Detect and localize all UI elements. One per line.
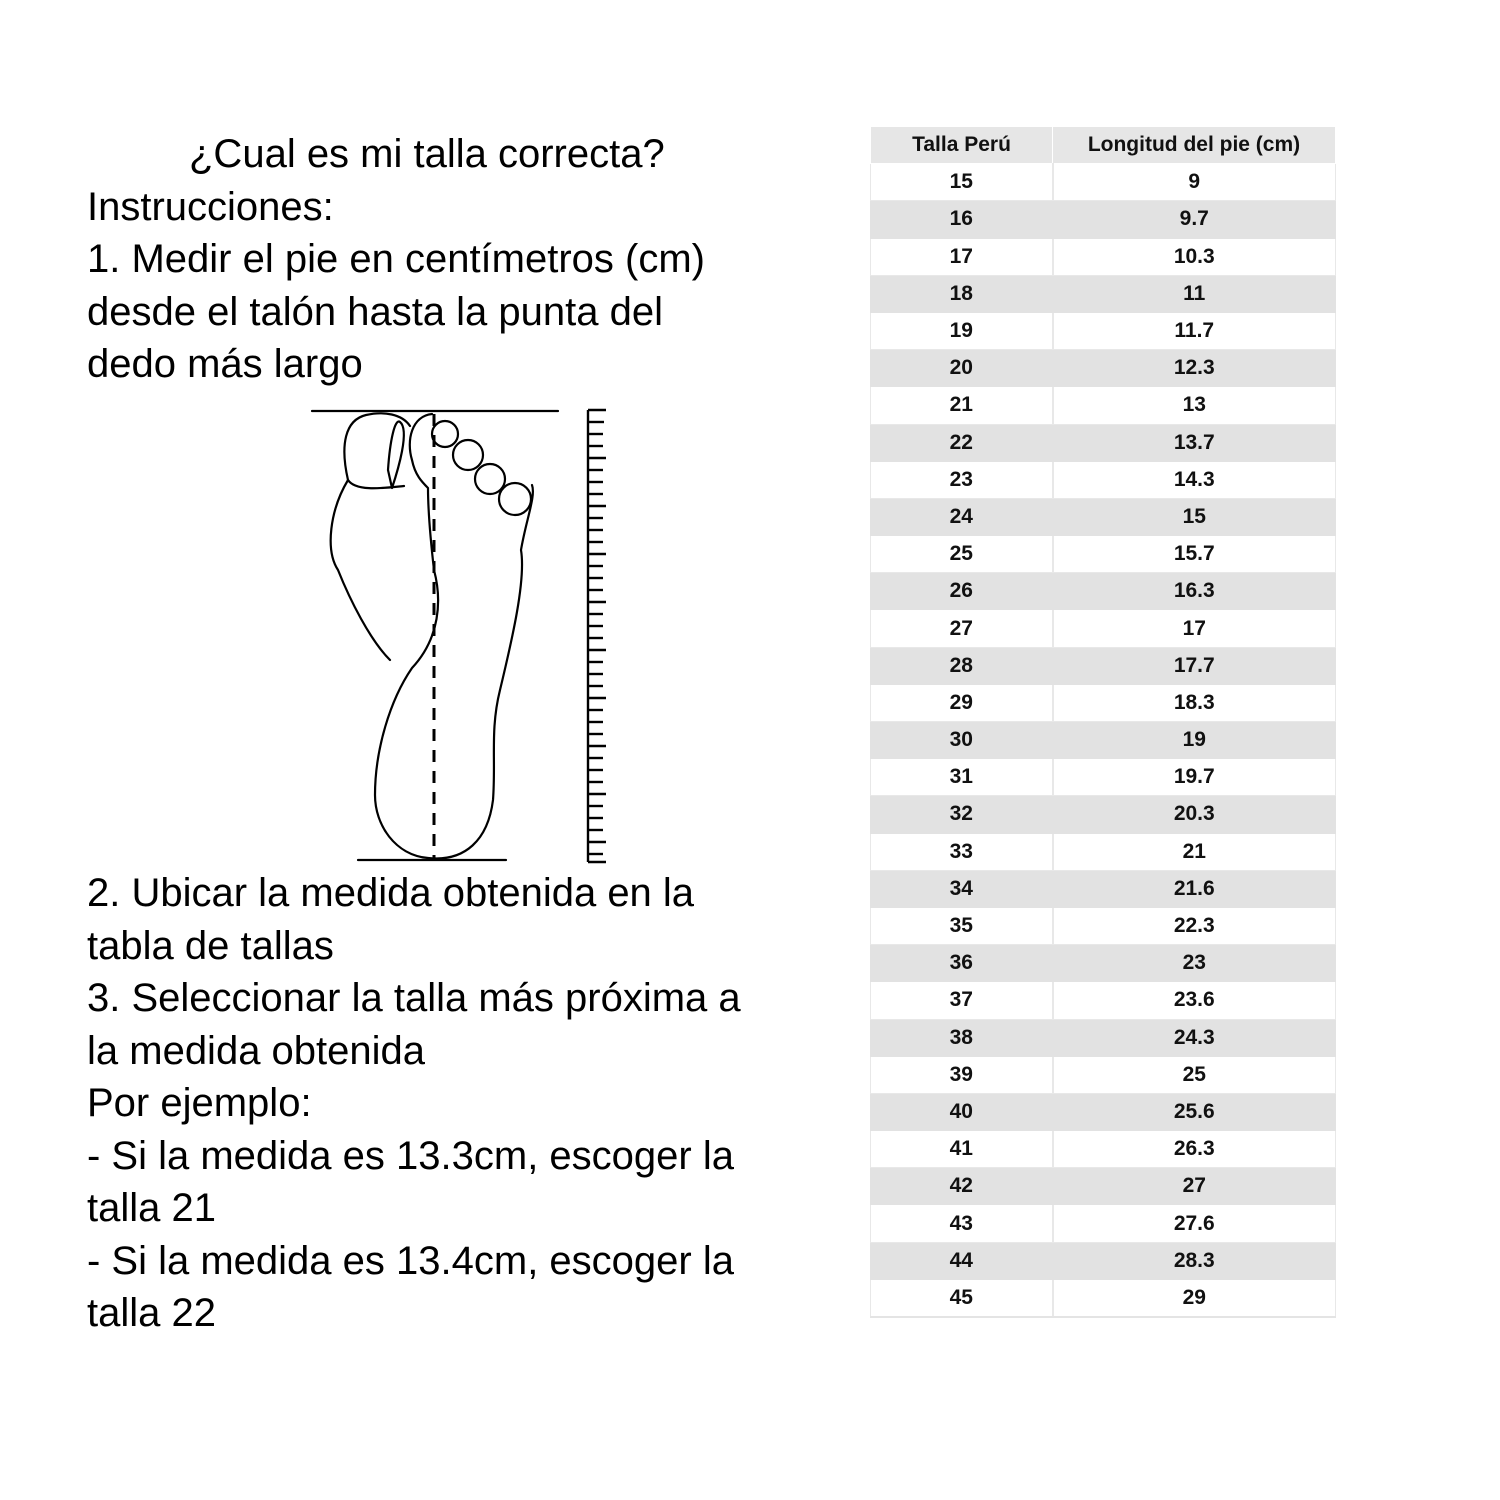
size-cell: 22 (871, 424, 1053, 461)
table-row (871, 1205, 1336, 1242)
size-cell: 30 (871, 722, 1053, 759)
step2-line-2: tabla de tallas (87, 923, 334, 968)
foot-length-cell: 27 (1053, 1168, 1336, 1205)
table-row (871, 312, 1336, 349)
size-cell: 15 (871, 164, 1053, 201)
foot-length-cell: 9 (1053, 164, 1336, 201)
table-row (871, 424, 1336, 461)
foot-length-cell: 13.7 (1053, 424, 1336, 461)
instructions-block (87, 128, 827, 391)
size-cell: 21 (871, 387, 1053, 424)
size-cell: 40 (871, 1093, 1053, 1130)
foot-length-cell: 29 (1053, 1279, 1336, 1317)
foot-length-cell: 19 (1053, 722, 1336, 759)
size-cell: 27 (871, 610, 1053, 647)
example1-line-1: - Si la medida es 13.3cm, escoger la (87, 1133, 734, 1178)
table-row (871, 1056, 1336, 1093)
size-cell: 28 (871, 647, 1053, 684)
table-row (871, 1131, 1336, 1168)
page-title: ¿Cual es mi talla correcta? (189, 132, 665, 176)
size-cell: 34 (871, 870, 1053, 907)
size-cell: 43 (871, 1205, 1053, 1242)
table-row (871, 945, 1336, 982)
table-row (871, 1168, 1336, 1205)
size-cell: 19 (871, 312, 1053, 349)
table-row (871, 573, 1336, 610)
table-row (871, 1093, 1336, 1130)
foot-length-cell: 22.3 (1053, 907, 1336, 944)
foot-length-cell: 21 (1053, 833, 1336, 870)
size-chart-table (870, 126, 1336, 1318)
foot-length-cell: 15 (1053, 498, 1336, 535)
foot-length-cell: 25.6 (1053, 1093, 1336, 1130)
foot-length-cell: 12.3 (1053, 350, 1336, 387)
table-row (871, 722, 1336, 759)
table-row (871, 759, 1336, 796)
foot-length-cell: 9.7 (1053, 201, 1336, 238)
size-cell: 26 (871, 573, 1053, 610)
size-cell: 24 (871, 498, 1053, 535)
size-cell: 29 (871, 684, 1053, 721)
table-row (871, 982, 1336, 1019)
step3-line-1: 3. Seleccionar la talla más próxima a (87, 976, 741, 1020)
table-row (871, 1279, 1336, 1317)
example1-line-2: talla 21 (87, 1186, 216, 1230)
foot-length-cell: 28.3 (1053, 1242, 1336, 1279)
table-row (871, 833, 1336, 870)
foot-length-cell: 15.7 (1053, 536, 1336, 573)
example-label: Por ejemplo: (87, 1081, 312, 1125)
step1-line-3: dedo más largo (87, 342, 363, 386)
size-cell: 23 (871, 461, 1053, 498)
foot-length-cell: 13 (1053, 387, 1336, 424)
foot-length-cell: 23.6 (1053, 982, 1336, 1019)
table-row (871, 387, 1336, 424)
table-row (871, 907, 1336, 944)
size-cell: 41 (871, 1131, 1053, 1168)
table-row (871, 647, 1336, 684)
size-cell: 25 (871, 536, 1053, 573)
foot-length-cell: 18.3 (1053, 684, 1336, 721)
foot-measurement-icon (300, 400, 620, 870)
size-cell: 32 (871, 796, 1053, 833)
step1-line-2: desde el talón hasta la punta del (87, 289, 663, 334)
foot-length-cell: 17 (1053, 610, 1336, 647)
foot-length-cell: 20.3 (1053, 796, 1336, 833)
instructions-continued (87, 867, 847, 1340)
size-cell: 31 (871, 759, 1053, 796)
foot-length-cell: 11.7 (1053, 312, 1336, 349)
foot-length-cell: 21.6 (1053, 870, 1336, 907)
size-cell: 17 (871, 238, 1053, 275)
foot-length-cell: 14.3 (1053, 461, 1336, 498)
foot-length-cell: 17.7 (1053, 647, 1336, 684)
table-row (871, 536, 1336, 573)
column-header-foot-length: Longitud del pie (cm) (1053, 127, 1336, 164)
step1-line-1: 1. Medir el pie en centímetros (cm) (87, 237, 705, 281)
table-row (871, 1242, 1336, 1279)
size-cell: 33 (871, 833, 1053, 870)
step3-line-2: la medida obtenida (87, 1028, 426, 1073)
table-row (871, 461, 1336, 498)
column-header-size: Talla Perú (871, 127, 1053, 164)
table-row (871, 201, 1336, 238)
table-row (871, 1019, 1336, 1056)
size-cell: 20 (871, 350, 1053, 387)
example2-line-2: talla 22 (87, 1291, 216, 1335)
size-cell: 16 (871, 201, 1053, 238)
table-row (871, 275, 1336, 312)
size-cell: 39 (871, 1056, 1053, 1093)
step2-line-1: 2. Ubicar la medida obtenida en la (87, 871, 695, 915)
size-cell: 38 (871, 1019, 1053, 1056)
foot-length-cell: 26.3 (1053, 1131, 1336, 1168)
foot-length-cell: 27.6 (1053, 1205, 1336, 1242)
example2-line-1: - Si la medida es 13.4cm, escoger la (87, 1238, 734, 1283)
size-cell: 44 (871, 1242, 1053, 1279)
size-cell: 18 (871, 275, 1053, 312)
table-header-row (871, 127, 1336, 164)
size-cell: 35 (871, 907, 1053, 944)
table-row (871, 610, 1336, 647)
foot-length-cell: 25 (1053, 1056, 1336, 1093)
table-row (871, 238, 1336, 275)
size-cell: 45 (871, 1279, 1053, 1317)
table-row (871, 350, 1336, 387)
foot-length-cell: 16.3 (1053, 573, 1336, 610)
foot-length-cell: 24.3 (1053, 1019, 1336, 1056)
table-row (871, 870, 1336, 907)
size-cell: 42 (871, 1168, 1053, 1205)
size-cell: 36 (871, 945, 1053, 982)
size-cell: 37 (871, 982, 1053, 1019)
foot-length-cell: 11 (1053, 275, 1336, 312)
foot-length-cell: 19.7 (1053, 759, 1336, 796)
table-row (871, 684, 1336, 721)
table-row (871, 164, 1336, 201)
table-row (871, 498, 1336, 535)
table-row (871, 796, 1336, 833)
foot-length-cell: 10.3 (1053, 238, 1336, 275)
foot-length-cell: 23 (1053, 945, 1336, 982)
instructions-label: Instrucciones: (87, 184, 334, 229)
